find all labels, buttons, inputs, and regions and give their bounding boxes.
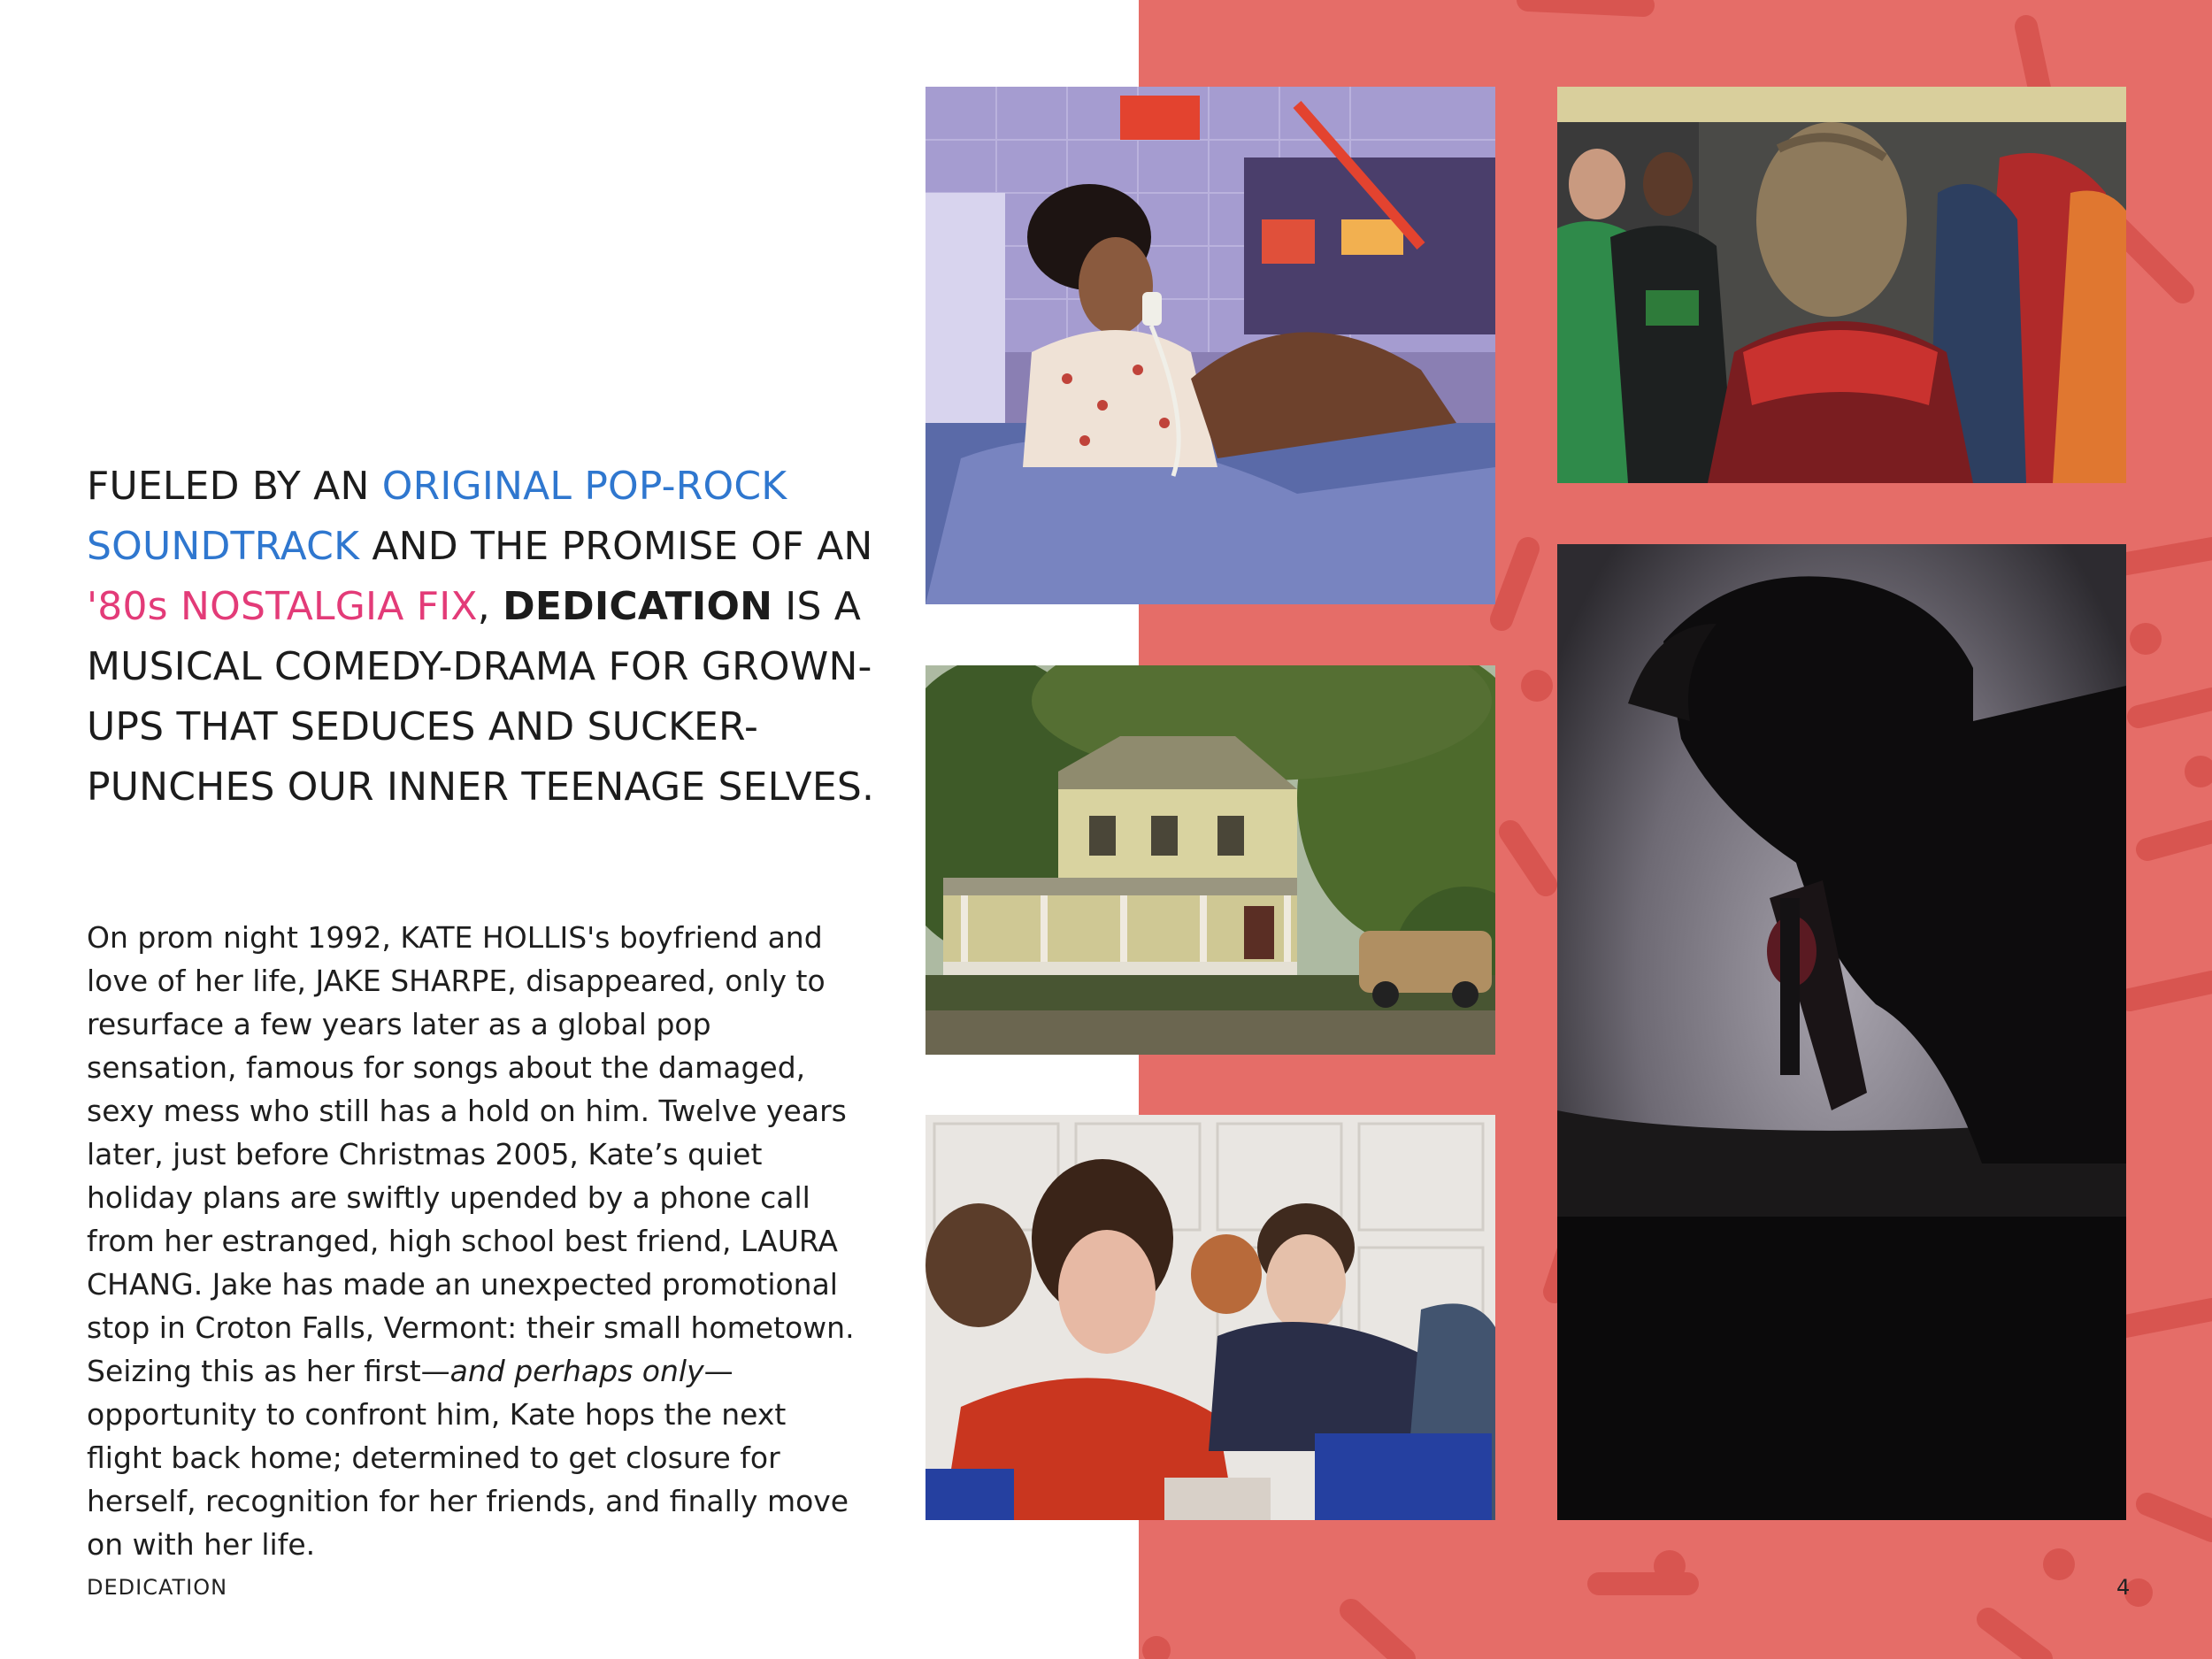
page-number: 4 [2116,1575,2131,1600]
photo-singer-silhouette [1557,544,2126,1520]
synopsis-italic: and perhaps only [449,1354,704,1388]
headline-film-title: DEDICATION [503,584,773,629]
photo-classroom [926,1115,1495,1520]
footer-title: DEDICATION [87,1575,228,1600]
photo-hallway-crowd [1557,87,2126,483]
synopsis-part1: On prom night 1992, KATE HOLLIS's boyfriend and love of her life, JAKE SHARPE, disappeared, only to resurface a few years later as a global pop sensation, famous for songs about the damaged, sexy mess who still has a hold on him. Twelve years later, just before Christmas 2005, Kate’s quiet holiday plans are swiftly upended by a phone call from her estranged, high school best friend, LAURA CHANG. Jake has made an unexpected promotional stop in Croton Falls, Vermont: their small hometown. Seizing this as her first— [87,920,855,1388]
photo-farmhouse [926,665,1495,1055]
headline-part3: , [477,584,503,629]
headline-part4: IS A MUSICAL COMEDY-DRAMA FOR GROWN-UPS THAT SEDUCES AND SUCKER-PUNCHES OUR INNER TEENAGE SELVES. [87,584,875,810]
headline [87,457,883,818]
headline-nostalgia-highlight: '80s NOSTALGIA FIX [87,584,478,629]
synopsis-part2: —opportunity to confront him, Kate hops the next flight back home; determined to get closure for herself, recognition for her friends, and finally move on with her life. [87,1354,849,1562]
photo-girl-on-phone [926,87,1495,604]
headline-part1: FUELED BY AN [87,464,382,509]
headline-soundtrack-highlight: ORIGINAL POP-ROCK SOUNDTRACK [87,464,787,569]
headline-part2: AND THE PROMISE OF AN [359,524,873,569]
synopsis-paragraph [87,916,867,1566]
